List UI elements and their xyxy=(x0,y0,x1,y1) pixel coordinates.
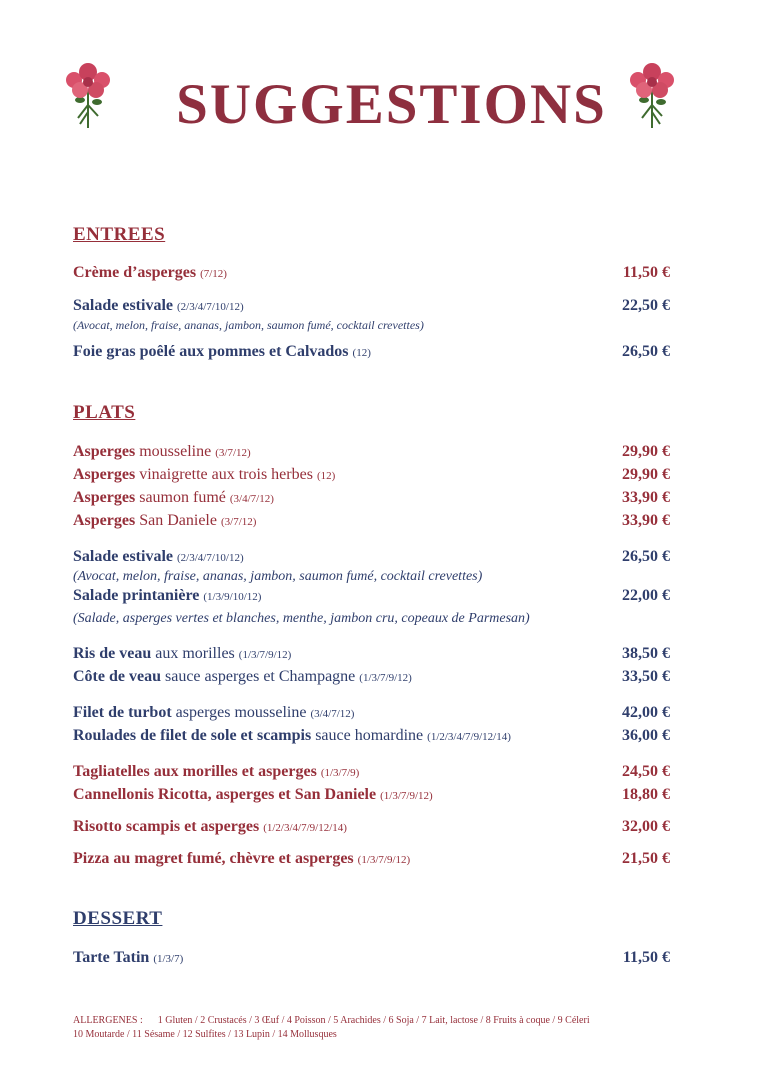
dish-name: Roulades de filet de sole et scampis xyxy=(73,727,312,744)
dish-name: Asperges xyxy=(73,512,136,529)
menu-item xyxy=(73,949,670,967)
allergen-legend-line: ALLERGENES : 1 Gluten / 2 Crustacés / 3 Œuf / 4 Poisson / 5 Arachides / 6 Soja / 7 Lait, lactose / 8 Fruits à coque / 9 Céleri xyxy=(73,1015,590,1026)
price: 18,80 € xyxy=(622,786,670,803)
allergen-codes: (1/2/3/4/7/9/12/14) xyxy=(427,731,511,743)
rose-bouquet-icon xyxy=(622,60,682,130)
price: 29,90 € xyxy=(622,466,670,483)
dish-description: (Avocat, melon, fraise, ananas, jambon, saumon fumé, cocktail crevettes) xyxy=(73,569,483,584)
price: 33,50 € xyxy=(622,668,670,685)
price: 36,00 € xyxy=(622,727,670,744)
allergen-codes: (12) xyxy=(316,470,336,482)
allergen-codes: (1/3/7/9) xyxy=(320,767,360,779)
dish-name-detail: sauce homardine xyxy=(315,727,424,744)
price: 22,50 € xyxy=(622,297,670,314)
dish-description: (Salade, asperges vertes et blanches, menthe, jambon cru, copeaux de Parmesan) xyxy=(73,611,530,626)
price: 29,90 € xyxy=(622,443,670,460)
dish-name: Foie gras poêlé aux pommes et Calvados xyxy=(73,343,349,360)
section-title-dessert: DESSERT xyxy=(73,908,163,929)
price: 11,50 € xyxy=(622,949,670,966)
section-title-plats: PLATS xyxy=(73,402,136,423)
allergen-codes: (1/3/7/9/12) xyxy=(359,672,412,684)
allergen-codes: (1/3/7) xyxy=(153,953,184,965)
dish-name-detail: mousseline xyxy=(139,443,212,460)
dish-name: Ris de veau xyxy=(73,645,152,662)
menu-item xyxy=(73,264,670,282)
dish-name: Filet de turbot xyxy=(73,704,172,721)
dish-name-detail: vinaigrette aux trois herbes xyxy=(139,466,313,483)
dish-name: Tarte Tatin xyxy=(73,949,150,966)
price: 38,50 € xyxy=(622,645,670,662)
allergen-codes: (1/2/3/4/7/9/12/14) xyxy=(263,822,347,834)
price: 26,50 € xyxy=(622,343,670,360)
dish-name: Crème d’asperges xyxy=(73,264,197,281)
allergen-codes: (3/4/7/12) xyxy=(229,493,274,505)
price: 33,90 € xyxy=(622,489,670,506)
allergen-codes: (3/4/7/12) xyxy=(310,708,355,720)
allergen-codes: (1/3/7/9/12) xyxy=(357,854,411,866)
menu-item xyxy=(73,704,670,722)
menu-item xyxy=(73,668,670,686)
dish-name-detail: sauce asperges et Champagne xyxy=(164,668,356,685)
dish-name: Salade printanière xyxy=(73,587,200,604)
allergen-codes: (2/3/4/7/10/12) xyxy=(177,301,244,313)
price: 11,50 € xyxy=(622,264,670,281)
menu-item xyxy=(73,512,670,530)
page-title: SUGGESTIONS xyxy=(176,73,607,136)
menu-item xyxy=(73,763,670,781)
dish-name: Asperges xyxy=(73,443,136,460)
dish-name: Tagliatelles aux morilles et asperges xyxy=(73,763,317,780)
allergen-codes: (1/3/7/9/12) xyxy=(380,790,433,802)
allergen-codes: (1/3/7/9/12) xyxy=(238,649,292,661)
dish-name: Salade estivale xyxy=(73,548,173,565)
dish-name: Risotto scampis et asperges xyxy=(73,818,260,835)
menu-item xyxy=(73,786,670,804)
dish-name-detail: aux morilles xyxy=(155,645,235,662)
dish-name: Pizza au magret fumé, chèvre et asperges xyxy=(73,850,354,867)
price: 33,90 € xyxy=(622,512,670,529)
allergen-legend xyxy=(73,1014,590,1042)
dish-name: Cannellonis Ricotta, asperges et San Daniele xyxy=(73,786,377,803)
allergen-codes: (2/3/4/7/10/12) xyxy=(177,552,244,564)
price: 24,50 € xyxy=(622,763,670,780)
allergen-codes: (7/12) xyxy=(200,268,227,280)
dish-name: Asperges xyxy=(73,466,136,483)
menu-item xyxy=(73,443,670,461)
menu-item xyxy=(73,850,670,868)
dish-name: Salade estivale xyxy=(73,297,173,314)
dish-name: Asperges xyxy=(73,489,136,506)
price: 26,50 € xyxy=(622,548,670,565)
header xyxy=(0,60,783,140)
menu-item xyxy=(73,645,670,663)
menu-item xyxy=(73,466,670,484)
menu-item xyxy=(73,727,670,745)
price: 22,00 € xyxy=(622,587,670,604)
dish-name-detail: asperges mousseline xyxy=(175,704,307,721)
allergen-codes: (3/7/12) xyxy=(215,447,251,459)
menu-item xyxy=(73,343,670,361)
allergen-codes: (3/7/12) xyxy=(220,516,257,528)
dish-name-detail: San Daniele xyxy=(139,512,217,529)
menu-item xyxy=(73,587,670,605)
menu-item xyxy=(73,818,670,836)
menu-item xyxy=(73,548,670,566)
price: 21,50 € xyxy=(622,850,670,867)
menu-item xyxy=(73,489,670,507)
dish-description: (Avocat, melon, fraise, ananas, jambon, saumon fumé, cocktail crevettes) xyxy=(73,318,424,332)
allergen-codes: (1/3/9/10/12) xyxy=(203,591,262,603)
price: 42,00 € xyxy=(622,704,670,721)
menu-item xyxy=(73,297,670,315)
dish-name-detail: saumon fumé xyxy=(139,489,226,506)
price: 32,00 € xyxy=(622,818,670,835)
allergen-codes: (12) xyxy=(352,347,371,359)
dish-name: Côte de veau xyxy=(73,668,161,685)
section-title-entrees: ENTREES xyxy=(73,224,166,245)
allergen-legend-line: 10 Moutarde / 11 Sésame / 12 Sulfites / 13 Lupin / 14 Mollusques xyxy=(73,1029,337,1040)
